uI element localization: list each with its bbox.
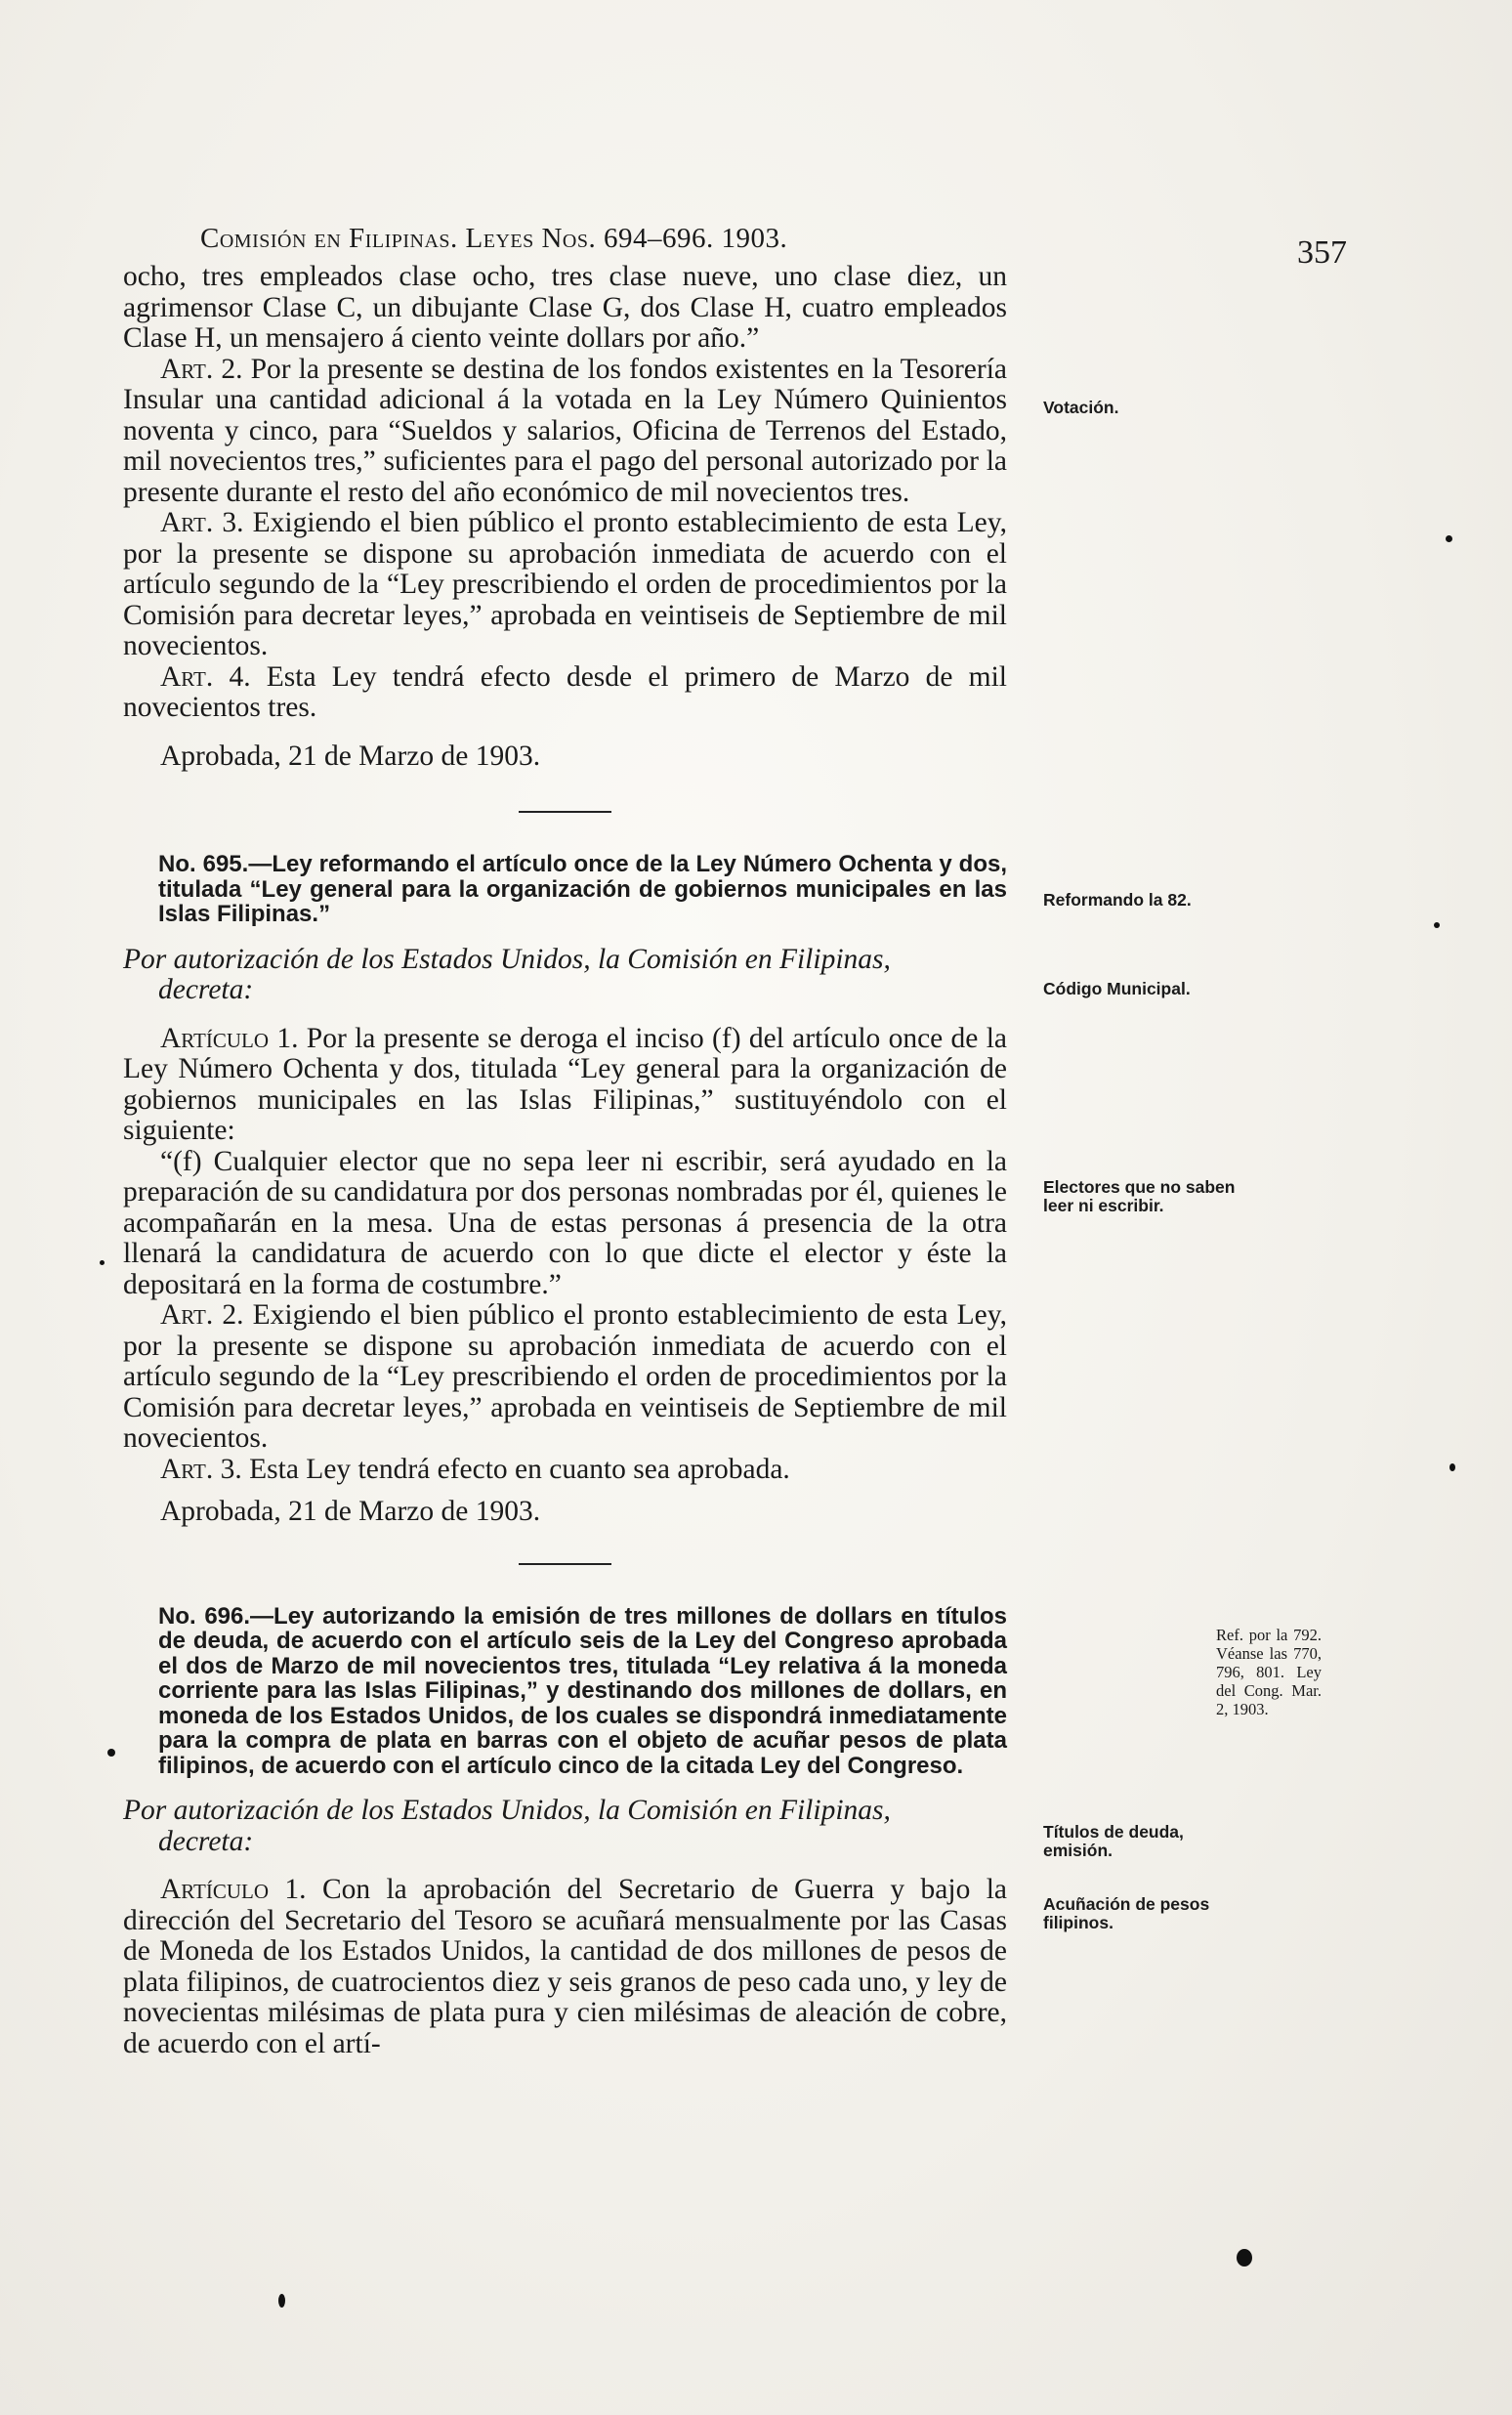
scan-speck [100, 1260, 105, 1265]
approval-date-695: Aprobada, 21 de Marzo de 1903. [160, 1496, 541, 1527]
article-694-4 [123, 662, 1007, 724]
enacting-line-1: Por autorización de los Estados Unidos, la Comisión en Filipinas, [123, 1795, 891, 1826]
article-label: Art. 4. [160, 660, 251, 693]
article-label: Art. 3. [160, 507, 244, 538]
article-694-3 [123, 508, 1007, 662]
article-text: Esta Ley tendrá efecto en cuanto sea aprobada. [249, 1453, 790, 1485]
approval-date-694: Aprobada, 21 de Marzo de 1903. [160, 740, 541, 772]
article-text: Por la presente se destina de los fondos existentes en la Tesorería Insular una cantidad adicional á la votada en la Ley Número Quinientos noventa y cinco, para “Sueldos y salarios, Oficina de Terrenos del Estado, mil novecientos tres,” suficientes para el pago del personal autorizado por la presente durante el resto del año económico de mil novecientos tres. [123, 353, 1007, 508]
running-header [200, 223, 962, 255]
article-696-1 [123, 1875, 1007, 2059]
article-695-1 [123, 1024, 1007, 1147]
scan-speck [1434, 922, 1440, 928]
article-label: Art. 2. [160, 1299, 244, 1331]
article-label: Art. 3. [160, 1453, 242, 1485]
law-title-696: No. 696.—Ley autorizando la emisión de tres millones de dollars en títulos de deuda, de acuerdo con el artículo seis de la Ley del Congreso aprobada el dos de Marzo de mil novecientos tres, titulada “Ley relativa á la moneda corriente para las Islas Filipinas,” y destinando dos millones de dollars, en moneda de los Estados Unidos, de los cuales se dispondrá inmediatamente para la compra de plata en barras con el objeto de acuñar pesos de plata filipinos, de acuerdo con el artículo cinco de la citada Ley del Congreso. [158, 1602, 1007, 1779]
enacting-line-2: decreta: [158, 974, 254, 1005]
paragraph-continuation: ocho, tres empleados clase ocho, tres clase nueve, uno clase diez, un agrimensor Clase C, un dibujante Clase G, dos Clase H, cuatro empleados Clase H, un mensajero á ciento veinte dollars por año.” [123, 261, 1007, 354]
scan-speck [1237, 2249, 1252, 2267]
enacting-clause-695 [123, 945, 1007, 1006]
article-text: Esta Ley tendrá efecto desde el primero de Marzo de mil novecientos tres. [123, 660, 1007, 723]
margin-note-codigo: Código Municipal. [1043, 979, 1191, 998]
article-label: Artículo 1. [160, 1874, 307, 1905]
margin-note-votacion: Votación. [1043, 398, 1119, 417]
article-695-2 [123, 1300, 1007, 1455]
law-title-695: No. 695.—Ley reformando el artículo once de la Ley Número Ochenta y dos, titulada “Ley general para la organización de gobiernos municipales en las Islas Filipinas.” [158, 851, 1007, 927]
article-text: Exigiendo el bien público el pronto establecimiento de esta Ley, por la presente se dispone su aprobación inmediata de acuerdo con el artículo segundo de la “Ley prescribiendo el orden de procedimientos por la Comisión para decretar leyes,” aprobada en veintiseis de Septiembre de mil novecientos. [123, 507, 1007, 661]
article-text: Exigiendo el bien público el pronto establecimiento de esta Ley, por la presente se dispone su aprobación inmediata de acuerdo con el artículo segundo de la “Ley prescribiendo el orden de procedimientos por la Comisión para decretar leyes,” aprobada en veintiseis de Septiembre de mil novecientos. [123, 1299, 1007, 1454]
margin-note-titulos: Títulos de deuda, emisión. [1043, 1822, 1184, 1860]
quoted-subsection-f: “(f) Cualquier elector que no sepa leer ni escribir, será ayudado en la preparación de su candidatura por dos personas nombradas por él, quienes le acompañarán en la mesa. Una de estas personas á presencia de la otra llenará la candidatura de acuerdo con lo que dicte el elector y éste la depositará en la forma de costumbre.” [123, 1145, 1007, 1300]
scan-speck [278, 2294, 285, 2308]
enacting-line-1: Por autorización de los Estados Unidos, la Comisión en Filipinas, [123, 943, 891, 975]
running-title: Comisión en Filipinas. Leyes Nos. 694–696. 1903. [200, 223, 788, 254]
article-text: Con la aprobación del Secretario de Guerra y bajo la dirección del Secretario del Tesoro se acuñará mensualmente por las Casas de Moneda de los Estados Unidos, la cantidad de dos millones de pesos de plata filipinos, de cuatrocientos diez y seis granos de peso cada uno, y ley de novecientas milésimas de plata pura y cien milésimas de aleación de cobre, de acuerdo con el artí- [123, 1874, 1008, 2059]
margin-note-reformando: Reformando la 82. [1043, 890, 1192, 910]
article-label: Art. 2. [160, 353, 243, 385]
section-divider [519, 811, 611, 813]
article-694-2 [123, 355, 1007, 509]
margin-note-electores: Electores que no saben leer ni escribir. [1043, 1177, 1236, 1215]
document-body [123, 262, 1007, 2059]
page-number: 357 [1297, 234, 1347, 271]
section-divider [519, 1563, 611, 1565]
article-label: Artículo 1. [160, 1022, 299, 1054]
scan-speck [107, 1749, 115, 1757]
scan-speck [1449, 1463, 1455, 1471]
margin-note-ref: Ref. por la 792. Véanse las 770, 796, 801. Ley del Cong. Mar. 2, 1903. [1216, 1626, 1322, 1718]
article-695-3 [123, 1455, 1007, 1486]
enacting-clause-696 [123, 1796, 1007, 1857]
margin-note-acunacion: Acuñación de pesos filipinos. [1043, 1894, 1210, 1932]
article-text: Por la presente se deroga el inciso (f) del artículo once de la Ley Número Ochenta y dos, titulada “Ley general para la organización de gobiernos municipales en las Islas Filipinas,” sustituyéndolo con el siguiente: [123, 1022, 1007, 1146]
enacting-line-2: decreta: [158, 1825, 254, 1857]
scan-speck [1446, 535, 1452, 542]
